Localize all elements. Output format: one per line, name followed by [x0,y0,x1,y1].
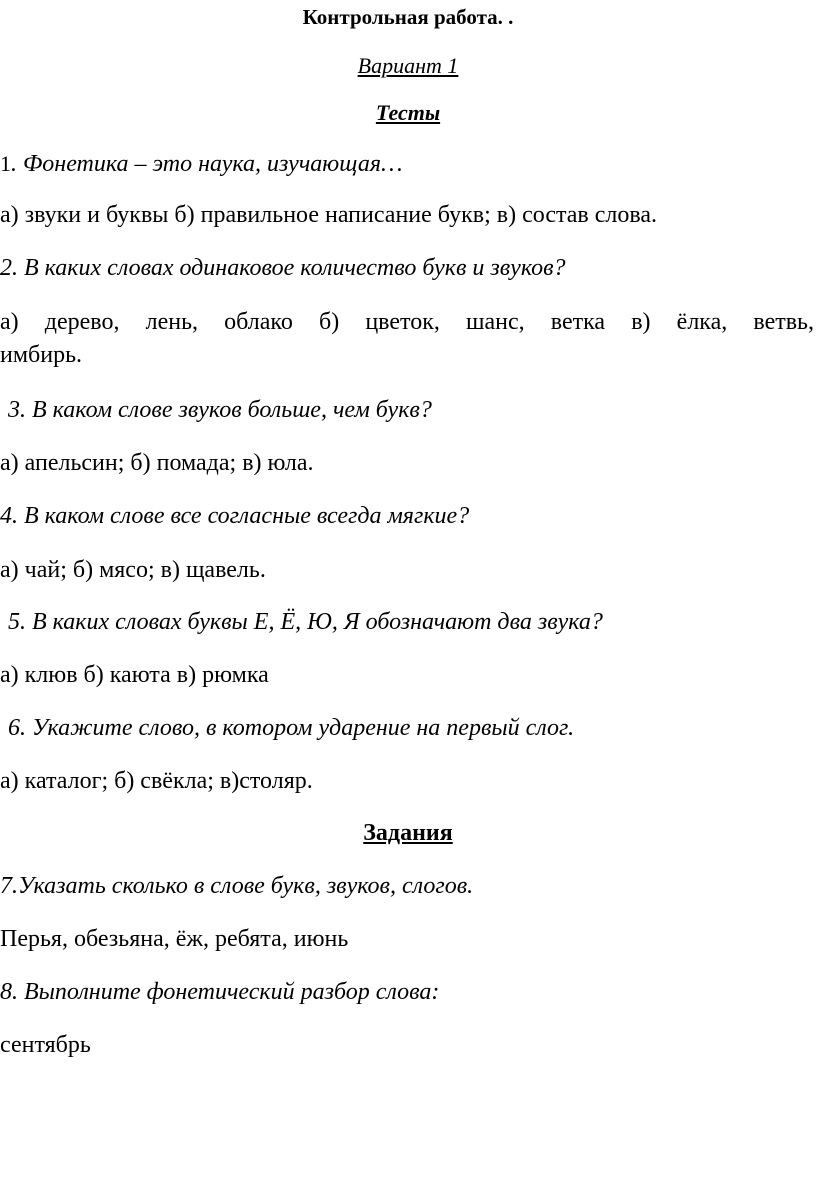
question-4: 4. В каком слове все согласные всегда мягкие? [0,503,470,529]
answers-2-line-2: имбирь. [0,342,83,368]
answers-1: а) звуки и буквы б) правильное написание букв; в) состав слова. [0,202,658,228]
task-7-words: Перья, обезьяна, ёж, ребята, июнь [0,926,349,952]
answers-4: а) чай; б) мясо; в) щавель. [0,557,266,583]
document-title: Контрольная работа. . [302,5,514,29]
question-6: 6. Укажите слово, в котором ударение на первый слог. [8,715,575,741]
question-3: 3. В каком слове звуков больше, чем букв? [8,397,432,423]
task-8-word: сентябрь [0,1032,91,1058]
answers-6: а) каталог; б) свёкла; в)столяр. [0,768,313,794]
question-1-number: 1 [0,151,11,176]
tasks-heading: Задания [363,820,453,846]
answers-2-line-1: а) дерево, лень, облако б) цветок, шанс, ветка в) ёлка, ветвь, [0,309,814,335]
variant-label: Вариант 1 [357,53,459,78]
question-2: 2. В каких словах одинаковое количество букв и звуков? [0,255,566,281]
question-5: 5. В каких словах буквы Е, Ё, Ю, Я обозначают два звука? [8,609,603,635]
tests-heading: Тесты [375,100,441,125]
question-1-text: . Фонетика – это наука, изучающая… [11,151,403,177]
answers-3: а) апельсин; б) помада; в) юла. [0,450,314,476]
question-1 [0,150,402,178]
task-8: 8. Выполните фонетический разбор слова: [0,979,440,1005]
task-7: 7.Указать сколько в слове букв, звуков, слогов. [0,873,474,899]
answers-5: а) клюв б) каюта в) рюмка [0,662,269,688]
